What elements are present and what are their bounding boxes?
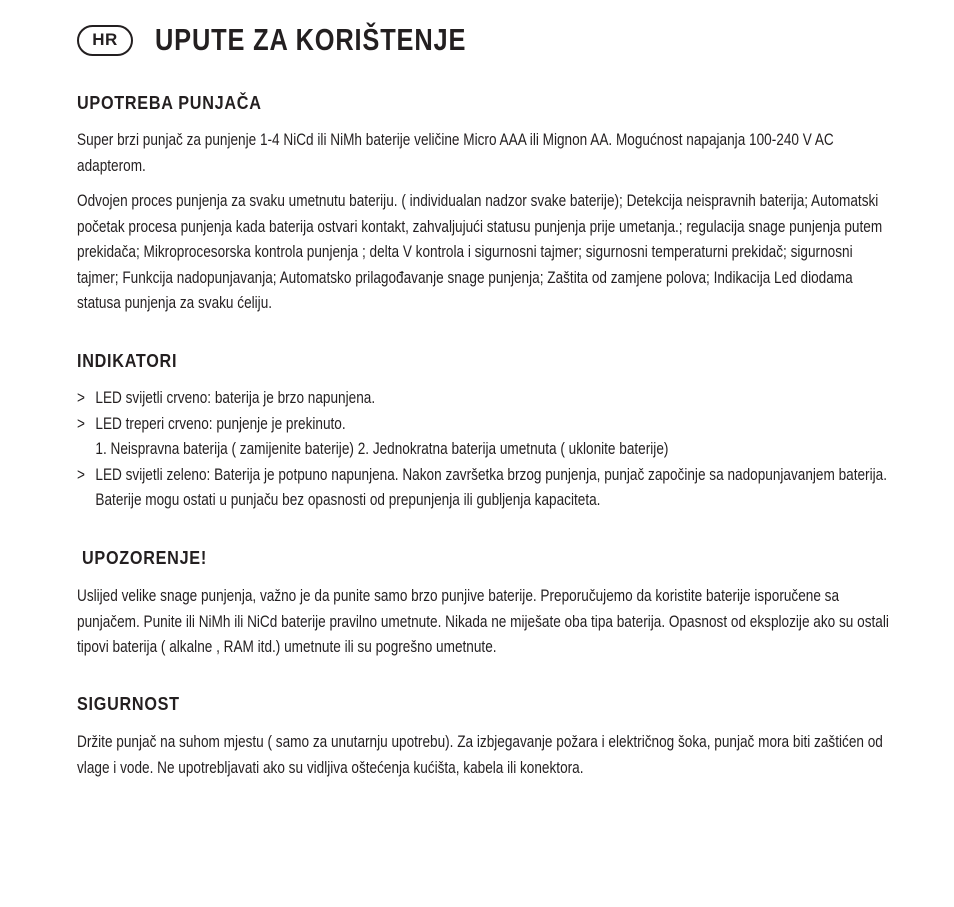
indicator-subtext: 1. Neispravna baterija ( zamijenite baterije) 2. Jednokratna baterija umetnuta ( uklonite baterije) — [95, 439, 669, 458]
page-title: UPUTE ZA KORIŠTENJE — [155, 22, 467, 57]
bullet-marker: > — [77, 464, 85, 484]
section-heading-safety: SIGURNOST — [77, 694, 180, 714]
bullet-marker: > — [77, 413, 85, 433]
section-heading-warning: UPOZORENJE! — [82, 548, 207, 568]
list-item — [77, 411, 897, 462]
usage-paragraph-2: Odvojen proces punjenja za svaku umetnutu bateriju. ( individualan nadzor svake baterije); Detekcija neispravnih baterija; Automatski početak procesa punjenja kada baterija ostvari kontakt, zahvaljujući statusu punjenja prije umetanja.; regulacija snage punjenja putem prekidača; Mikroprocesorska kontrola punjenja ; delta V kontrola i sigurnosni tajmer; sigurnosni temperaturni prekidač; sigurnosni tajmer; Funkcija nadopunjavanja; Automatsko prilagođavanje snage punjenja; Zaštita od zamjene polova; Indikacija Led diodama statusa punjenja za svaku ćeliju. — [77, 191, 883, 312]
manual-page — [77, 18, 897, 777]
list-item — [77, 462, 897, 513]
page-header — [77, 18, 897, 62]
indicator-text: LED treperi crveno: punjenje je prekinuto. — [95, 413, 346, 433]
indicator-text: LED svijetli crveno: baterija je brzo napunjena. — [95, 388, 376, 407]
section-heading-indicators: INDIKATORI — [77, 351, 178, 371]
indicator-text: LED svijetli zeleno: Baterija je potpuno napunjena. Nakon završetka brzog punjenja, punjač započinje sa nadopunjavanjem baterija. Baterije mogu ostati u punjaču bez opasnosti od prepunjenja ili gubljenja kapaciteta. — [95, 464, 887, 509]
safety-paragraph: Držite punjač na suhom mjestu ( samo za unutarnju upotrebu). Za izbjegavanje požara i električnog šoka, punjač mora biti zaštićen od vlage i vode. Ne upotrebljavati ako su vidljiva oštećenja kućišta, kabela ili konektora. — [77, 732, 883, 777]
usage-paragraph-1: Super brzi punjač za punjenje 1-4 NiCd ili NiMh baterije veličine Micro AAA ili Mignon AA. Mogućnost napajanja 100-240 V AC adapterom. — [77, 130, 834, 175]
warning-paragraph: Uslijed velike snage punjenja, važno je da punite samo brzo punjive baterije. Preporučujemo da koristite baterije isporučene sa punjačem. Punite ili NiMh ili NiCd baterije pravilno umetnute. Nikada ne miješate oba tipa baterija. Opasnost od eksplozije ako su ostali tipovi baterija ( alkalne , RAM itd.) umetnute ili su pogrešno umetnute. — [77, 586, 889, 656]
bullet-marker: > — [77, 388, 85, 407]
section-heading-usage: UPOTREBA PUNJAČA — [77, 93, 262, 113]
list-item — [77, 385, 897, 411]
language-badge: HR — [77, 25, 133, 56]
indicator-list — [77, 385, 897, 513]
